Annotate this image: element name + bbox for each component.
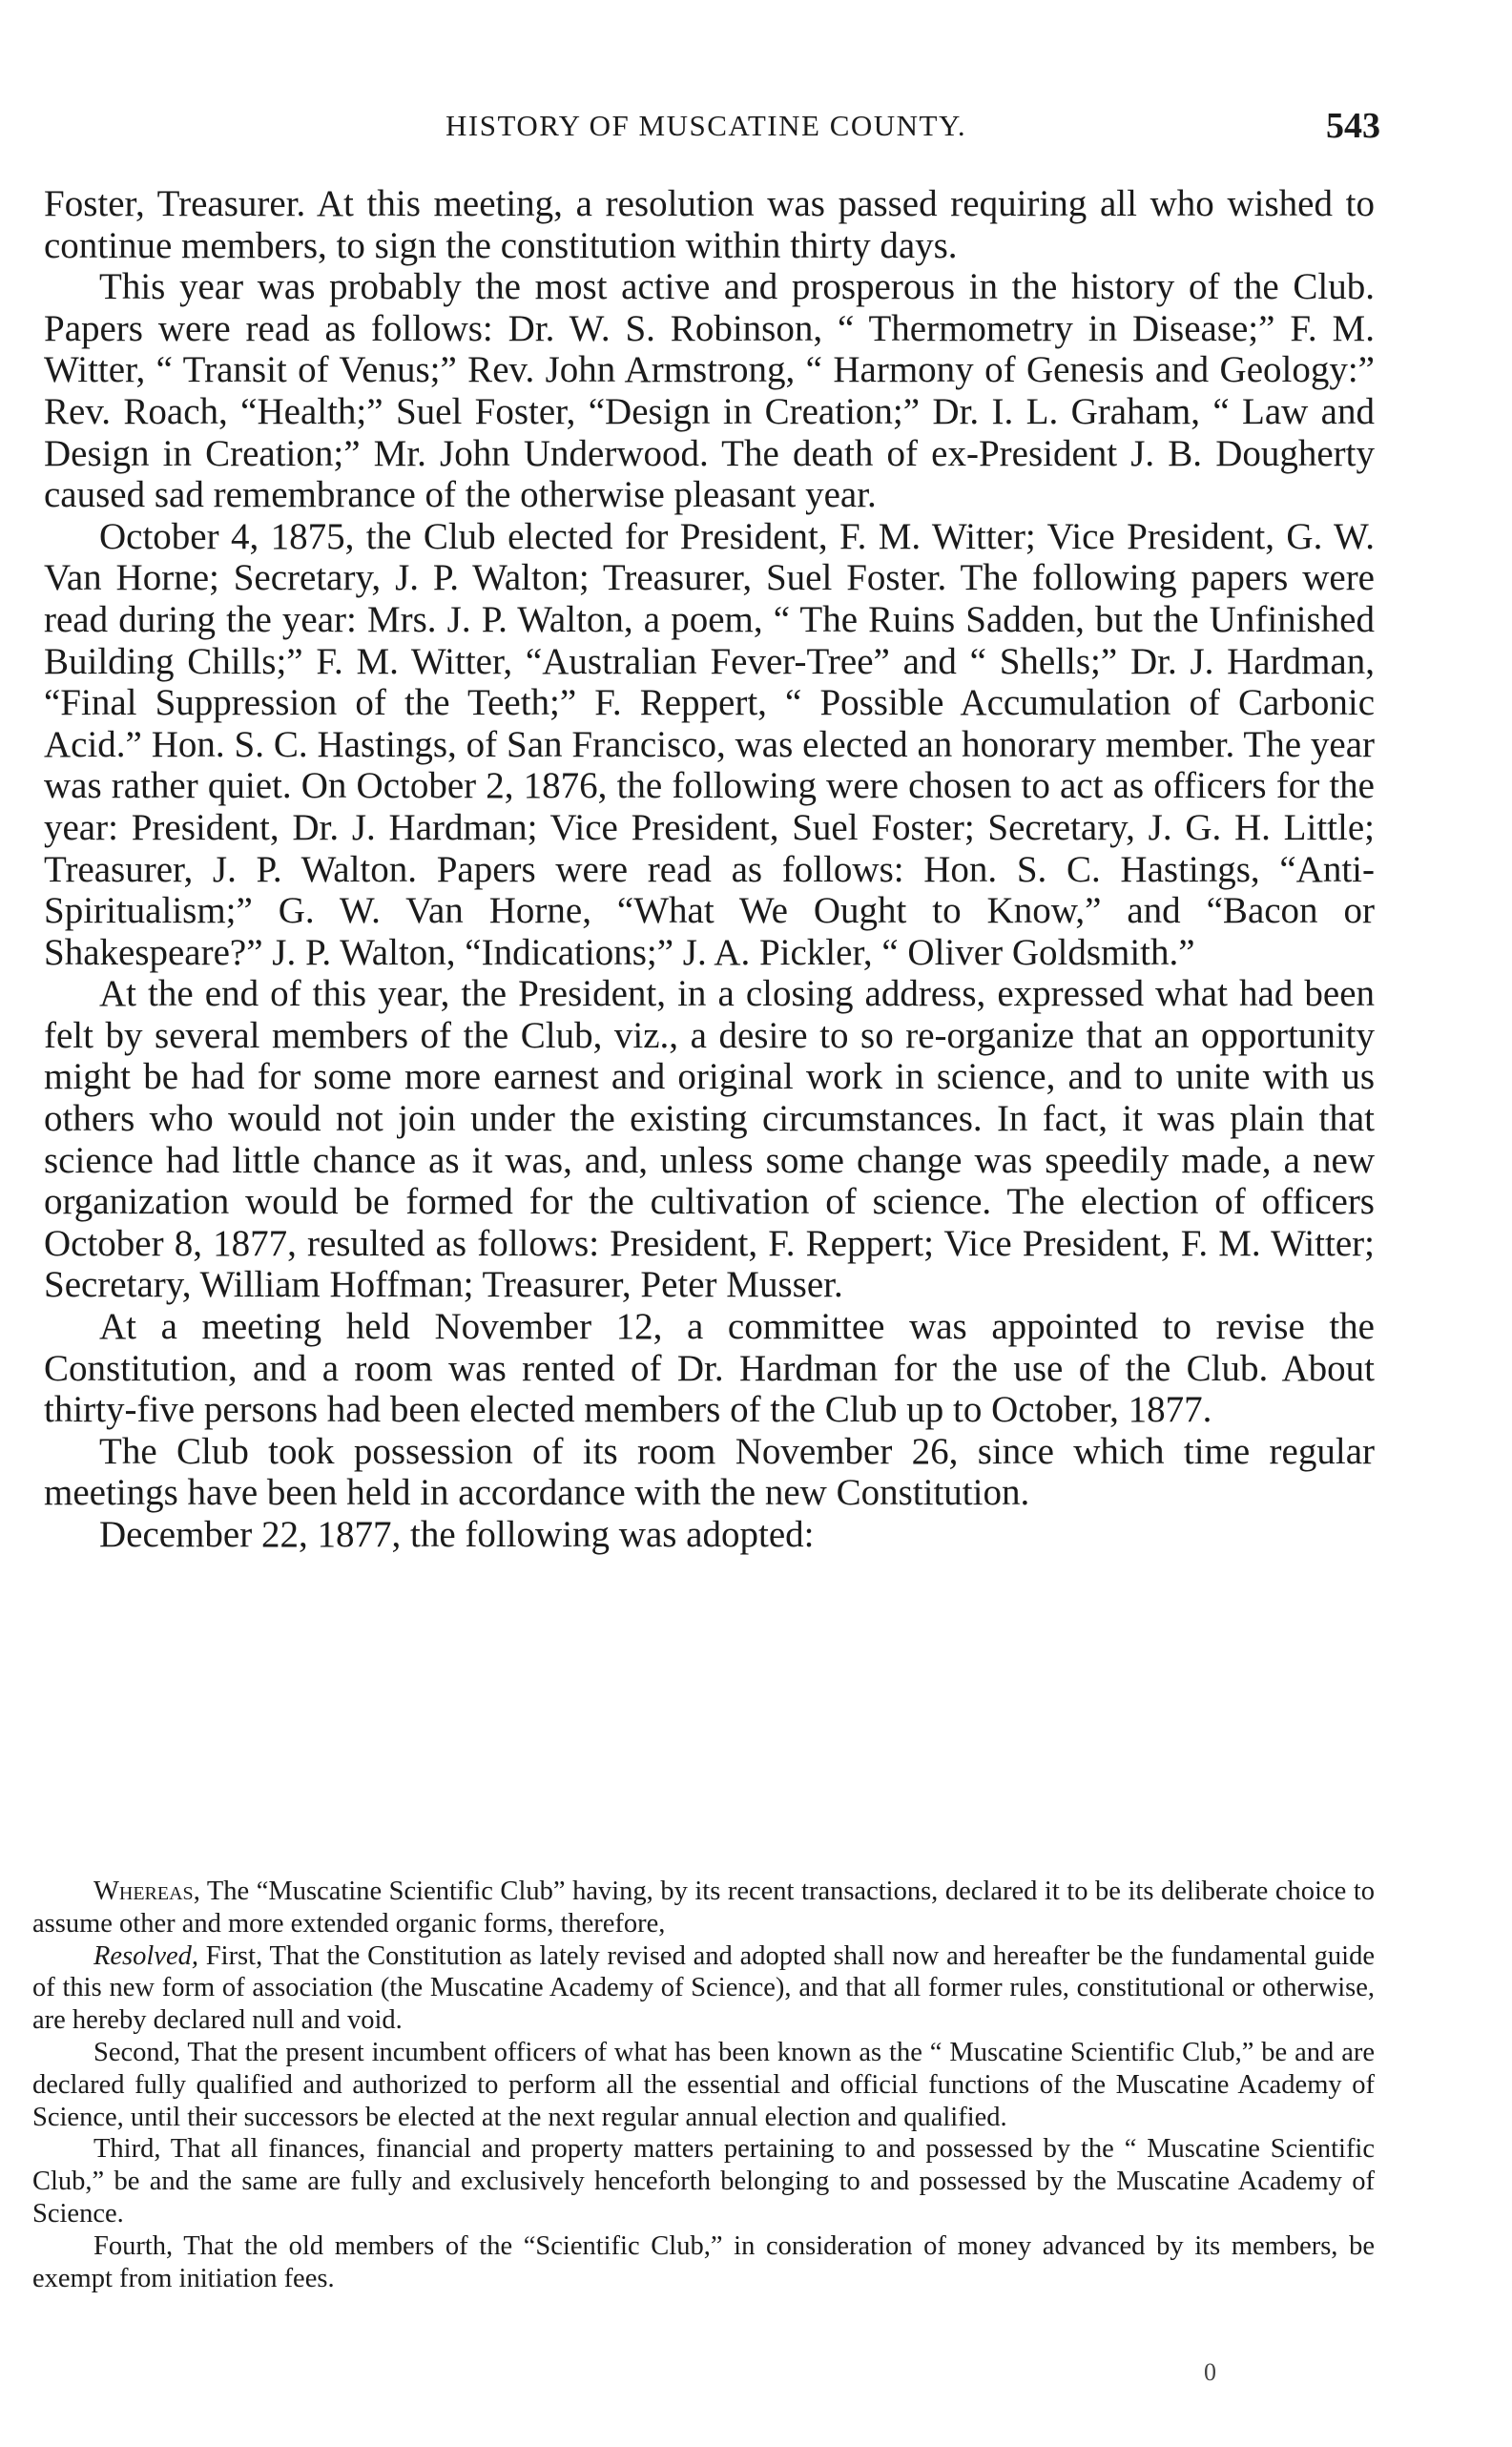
whereas-body: , The “Muscatine Scientific Club” having, by its recent transactions, declared it to be its deliberate choice to assume other and more extended organic forms, therefore,	[32, 1877, 1375, 1939]
paragraph: The Club took possession of its room November 26, since which time regular meetings have been held in accordance with the new Constitution.	[44, 1430, 1375, 1514]
resolved-clause	[32, 1940, 1375, 2037]
main-text	[44, 183, 1375, 1556]
paragraph: At the end of this year, the President, in a closing address, expressed what had been felt by several members of the Club, viz., a desire to so re-organize that an opportunity might be had for some more earnest and original work in science, and to unite with us others who would not join under the existing circumstances. In fact, it was plain that science had little chance as it was, and, unless some change was speedily made, a new organization would be formed for the cultivation of science. The election of officers October 8, 1877, resulted as follows: President, F. Reppert; Vice President, F. M. Witter; Secretary, William Hoffman; Treasurer, Peter Musser.	[44, 973, 1375, 1306]
paragraph: This year was probably the most active and prosperous in the history of the Club. Papers were read as follows: Dr. W. S. Robinson, “ Thermometry in Disease;” F. M. Witter, “ Transit of Venus;” Rev. John Armstrong, “ Harmony of Genesis and Geology:” Rev. Roach, “Health;” Suel Foster, “Design in Creation;” Dr. I. L. Graham, “ Law and Design in Creation;” Mr. John Underwood. The death of ex-President J. B. Dougherty caused sad remembrance of the otherwise pleasant year.	[44, 266, 1375, 516]
whereas-clause	[32, 1876, 1375, 1940]
third-clause: Third, That all finances, financial and property matters pertaining to and possessed by the “ Muscatine Scientific Club,” be and the same are fully and exclusively henceforth belonging to and possessed by the Muscatine Academy of Science.	[32, 2134, 1375, 2229]
paragraph: At a meeting held November 12, a committee was appointed to revise the Constitution, and a room was rented of Dr. Hardman for the use of the Club. About thirty-five persons had been elected members of the Club up to October, 1877.	[44, 1306, 1375, 1431]
paragraph: October 4, 1875, the Club elected for President, F. M. Witter; Vice President, G. W. Van Horne; Secretary, J. P. Walton; Treasurer, Suel Foster. The following papers were read during the year: Mrs. J. P. Walton, a poem, “ The Ruins Sadden, but the Unfinished Building Chills;” F. M. Witter, “Australian Fever-Tree” and “ Shells;” Dr. J. Hardman, “Final Suppression of the Teeth;” F. Reppert, “ Possible Accumulation of Carbonic Acid.” Hon. S. C. Hastings, of San Francisco, was elected an honorary member. The year was rather quiet. On October 2, 1876, the following were chosen to act as officers for the year: President, Dr. J. Hardman; Vice President, Suel Foster; Secretary, J. G. H. Little; Treasurer, J. P. Walton. Papers were read as follows: Hon. S. C. Hastings, “Anti-Spiritualism;” G. W. Van Horne, “What We Ought to Know,” and “Bacon or Shakespeare?” J. P. Walton, “Indications;” J. A. Pickler, “ Oliver Goldsmith.”	[44, 515, 1375, 973]
resolved-body: First, That the Constitution as lately revised and adopted shall now and hereafter be the fundamental guide of this new form of association (the Muscatine Academy of Science), and that all former rules, constitutional or otherwise, are hereby declared null and void.	[32, 1940, 1375, 2036]
signature-mark: 0	[1204, 2358, 1216, 2386]
resolution-text	[32, 1876, 1375, 2294]
second-clause: Second, That the present incumbent officers of what has been known as the “ Muscatine Scientific Club,” be and are declared fully qualified and authorized to perform all the essential and official functions of the Muscatine Academy of Science, until their successors be elected at the next regular annual election and qualified.	[32, 2037, 1375, 2132]
page-number: 543	[1326, 106, 1380, 146]
whereas-word: Whereas	[93, 1877, 194, 1906]
paragraph: December 22, 1877, the following was adopted:	[99, 1514, 815, 1555]
running-head: HISTORY OF MUSCATINE COUNTY.	[445, 109, 967, 142]
fourth-clause: Fourth, That the old members of the “Scientific Club,” in consideration of money advanced by its members, be exempt from initiation fees.	[32, 2230, 1375, 2293]
paragraph: Foster, Treasurer. At this meeting, a resolution was passed requiring all who wished to continue members, to sign the constitution within thirty days.	[44, 183, 1375, 266]
resolved-word: Resolved,	[93, 1940, 198, 1971]
page-header	[0, 103, 1512, 156]
